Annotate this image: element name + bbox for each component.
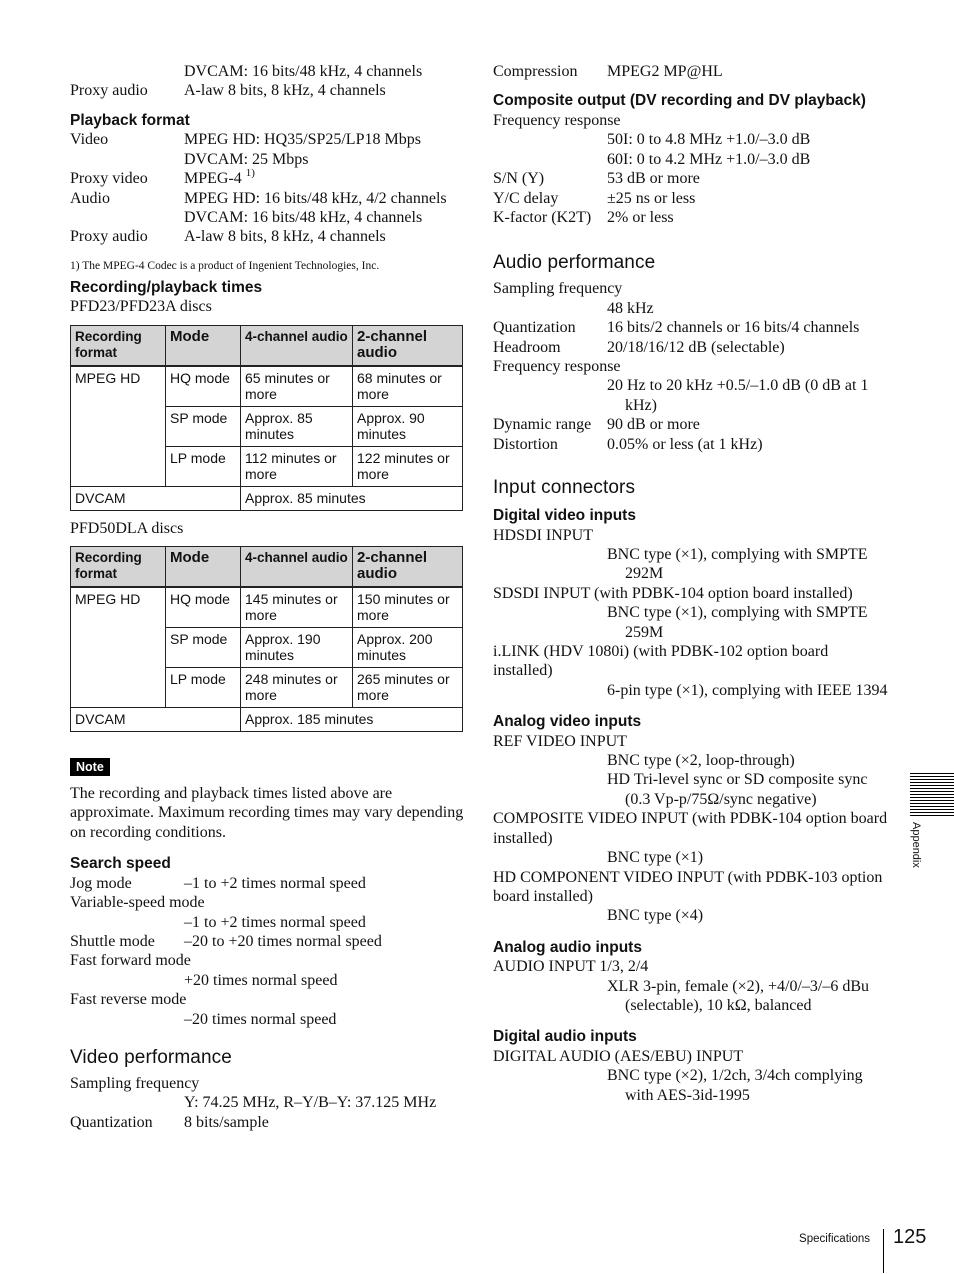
section-heading-playback-format: Playback format (70, 111, 190, 129)
table-cell: DVCAM (71, 708, 241, 732)
spec-row (70, 130, 464, 149)
spec-key: Sampling frequency (493, 280, 623, 298)
connector-spec-text: BNC type (×1), complying with SMPTE 259M (607, 604, 868, 641)
spec-key: Y/C delay (493, 189, 559, 207)
table-cell: HQ mode (166, 366, 241, 407)
spec-value: 0.05% or less (at 1 kHz) (607, 435, 763, 453)
subsection-heading-analog-video-inputs: Analog video inputs (493, 713, 642, 731)
spec-value: –1 to +2 times normal speed (184, 874, 366, 892)
table-cell: Approx. 85 minutes (241, 486, 463, 510)
table-row (71, 708, 463, 732)
spec-key: Frequency response (493, 357, 621, 375)
table-cell: 112 minutes or more (241, 446, 353, 486)
proxy-video-value: MPEG-4 (184, 170, 242, 188)
spec-key: Quantization (493, 319, 576, 337)
table-header: Mode (166, 325, 241, 366)
section-heading-search-speed: Search speed (70, 855, 171, 873)
recording-times-table-pfd50 (70, 546, 463, 732)
right-column (493, 62, 888, 1105)
spec-value: 8 bits/sample (184, 1113, 269, 1131)
table-caption: PFD23/PFD23A discs (70, 298, 212, 316)
spec-key: Variable-speed mode (70, 894, 205, 912)
spec-value: –1 to +2 times normal speed (184, 913, 366, 931)
spec-key: Fast forward mode (70, 952, 191, 970)
spec-key: Compression (493, 63, 578, 80)
spec-row (493, 318, 888, 337)
table-header: 4-channel audio (241, 547, 353, 588)
spec-key: Shuttle mode (70, 933, 155, 950)
table-cell: Approx. 85 minutes (241, 406, 353, 446)
table-cell: 265 minutes or more (353, 668, 463, 708)
spec-value (184, 166, 464, 188)
table-cell: HQ mode (166, 587, 241, 628)
spec-row (70, 227, 464, 246)
spec-row (70, 208, 464, 227)
left-column (70, 62, 464, 1132)
table-header: 2-channel audio (353, 325, 463, 366)
spec-value: DVCAM: 25 Mbps (184, 150, 309, 168)
connector-spec-text: 6-pin type (×1), complying with IEEE 1394 (607, 681, 888, 699)
side-section-label-text: Appendix (910, 822, 922, 868)
footer-divider (883, 1229, 884, 1273)
spec-row (493, 62, 888, 81)
connector-name: HD COMPONENT VIDEO INPUT (with PDBK-103 option board installed) (493, 868, 883, 905)
table-cell: SP mode (166, 628, 241, 668)
spec-value: MPEG2 MP@HL (607, 63, 723, 80)
spec-value (493, 376, 888, 415)
spec-row (70, 81, 464, 100)
connector-spec: BNC type (×1) (607, 849, 704, 867)
section-thumb-tab (910, 773, 954, 817)
spec-key: Proxy audio (70, 228, 148, 246)
spec-key: Audio (70, 189, 110, 207)
note-badge: Note (70, 758, 110, 776)
table-row (71, 486, 463, 510)
spec-value: DVCAM: 16 bits/48 kHz, 4 channels (184, 208, 423, 226)
table-header: Mode (166, 547, 241, 588)
spec-value: A-law 8 bits, 8 kHz, 4 channels (184, 228, 386, 246)
spec-row (70, 189, 464, 208)
connector-spec (493, 603, 888, 642)
connector-name: REF VIDEO INPUT (493, 732, 627, 750)
page-number: 125 (893, 1226, 927, 1248)
spec-value: 53 dB or more (607, 170, 700, 188)
connector-name: i.LINK (HDV 1080i) (with PDBK-102 option board installed) (493, 642, 829, 680)
spec-value: +20 times normal speed (184, 971, 338, 989)
connector-spec-text: HD Tri-level sync or SD composite sync (0.3 Vp-p/75Ω/sync negative) (607, 771, 868, 808)
spec-value: Y: 74.25 MHz, R–Y/B–Y: 37.125 MHz (184, 1094, 437, 1112)
table-header: Recording format (71, 547, 166, 588)
spec-key: Distortion (493, 435, 558, 453)
spec-row (493, 189, 888, 208)
connector-spec: BNC type (×2, loop-through) (607, 752, 795, 770)
spec-key: Dynamic range (493, 416, 592, 434)
spec-row (70, 932, 464, 951)
table-cell: 68 minutes or more (353, 366, 463, 407)
spec-key: S/N (Y) (493, 170, 545, 188)
table-cell: Approx. 90 minutes (353, 406, 463, 446)
spec-value-text: 20 Hz to 20 kHz +0.5/–1.0 dB (0 dB at 1 kHz) (607, 377, 869, 414)
table-cell: LP mode (166, 668, 241, 708)
table-cell: LP mode (166, 446, 241, 486)
connector-spec: BNC type (×4) (607, 907, 704, 925)
spec-key: K-factor (K2T) (493, 208, 592, 226)
table-cell: DVCAM (71, 486, 241, 510)
spec-value: 48 kHz (607, 299, 654, 317)
spec-value: 20/18/16/12 dB (selectable) (607, 338, 785, 356)
table-cell: 248 minutes or more (241, 668, 353, 708)
spec-value: –20 to +20 times normal speed (184, 933, 382, 950)
spec-row (70, 150, 464, 169)
table-row (71, 587, 463, 628)
spec-row (70, 1113, 464, 1132)
spec-row (493, 169, 888, 188)
spec-value: 16 bits/2 channels or 16 bits/4 channels (607, 319, 860, 337)
section-heading-composite-output: Composite output (DV recording and DV playback) (493, 92, 866, 110)
table-row (71, 366, 463, 407)
section-heading-video-performance: Video performance (70, 1047, 232, 1069)
spec-row (493, 208, 888, 227)
spec-value: MPEG HD: HQ35/SP25/LP18 Mbps (184, 131, 421, 149)
footnote: 1) The MPEG-4 Codec is a product of Ingenient Technologies, Inc. (70, 259, 380, 272)
footnote-marker: 1) (245, 166, 255, 179)
table-cell: MPEG HD (71, 587, 166, 708)
spec-value: 60I: 0 to 4.2 MHz +1.0/–3.0 dB (607, 150, 811, 168)
connector-name: COMPOSITE VIDEO INPUT (with PDBK-104 option board installed) (493, 810, 888, 847)
spec-key (70, 150, 184, 169)
note-text: The recording and playback times listed above are approximate. Maximum recording times may vary depending on recording conditions. (70, 785, 464, 841)
connector-name: AUDIO INPUT 1/3, 2/4 (493, 958, 649, 976)
table-header-row (71, 547, 463, 588)
spec-row (70, 874, 464, 893)
connector-spec (493, 1066, 888, 1105)
recording-times-table-pfd23 (70, 325, 463, 511)
connector-spec-text: BNC type (×2), 1/2ch, 3/4ch complying with AES-3id-1995 (607, 1067, 863, 1104)
side-section-label (907, 822, 931, 882)
spec-key: Frequency response (493, 111, 621, 129)
spec-value: MPEG HD: 16 bits/48 kHz, 4/2 channels (184, 189, 447, 207)
spec-key: Headroom (493, 338, 561, 356)
spec-value: A-law 8 bits, 8 kHz, 4 channels (184, 82, 386, 100)
connector-name: HDSDI INPUT (493, 526, 593, 544)
section-heading-recording-times: Recording/playback times (70, 278, 263, 296)
spec-row (493, 338, 888, 357)
spec-value: 90 dB or more (607, 416, 700, 434)
spec-key: Proxy audio (70, 82, 148, 100)
table-header: Recording format (71, 325, 166, 366)
table-cell: 122 minutes or more (353, 446, 463, 486)
footer-section-label: Specifications (799, 1233, 870, 1245)
connector-spec (493, 545, 888, 584)
table-header: 2-channel audio (353, 547, 463, 588)
connector-spec (493, 681, 888, 700)
subsection-heading-analog-audio-inputs: Analog audio inputs (493, 938, 642, 956)
spec-row (70, 62, 464, 81)
table-cell: 65 minutes or more (241, 366, 353, 407)
spec-key (70, 208, 184, 227)
spec-value: ±25 ns or less (607, 189, 696, 207)
table-cell: Approx. 190 minutes (241, 628, 353, 668)
connector-name: SDSDI INPUT (with PDBK-104 option board installed) (493, 584, 853, 602)
spec-key: Sampling frequency (70, 1075, 200, 1093)
connector-spec-text: BNC type (×1), complying with SMPTE 292M (607, 545, 868, 583)
spec-key: Proxy video (70, 170, 148, 188)
table-cell: Approx. 185 minutes (241, 708, 463, 732)
table-cell: 150 minutes or more (353, 587, 463, 628)
spec-key: Jog mode (70, 874, 132, 892)
spec-key: Quantization (70, 1113, 153, 1131)
section-heading-input-connectors: Input connectors (493, 477, 636, 498)
table-cell: 145 minutes or more (241, 587, 353, 628)
section-heading-audio-performance: Audio performance (493, 252, 656, 274)
table-cell: SP mode (166, 406, 241, 446)
connector-spec (493, 977, 888, 1016)
spec-key: Video (70, 131, 109, 149)
connector-spec (493, 770, 888, 809)
table-caption: PFD50DLA discs (70, 519, 184, 537)
connector-spec-text: XLR 3-pin, female (×2), +4/0/–3/–6 dBu (selectable), 10 kΩ, balanced (607, 977, 870, 1015)
spec-row (493, 415, 888, 434)
spec-key (70, 62, 184, 81)
subsection-heading-digital-audio-inputs: Digital audio inputs (493, 1028, 637, 1046)
spec-value: DVCAM: 16 bits/48 kHz, 4 channels (184, 63, 423, 80)
table-header-row (71, 325, 463, 366)
spec-value: –20 times normal speed (184, 1010, 337, 1028)
spec-row (493, 435, 888, 454)
table-cell: Approx. 200 minutes (353, 628, 463, 668)
spec-row (70, 166, 464, 188)
subsection-heading-digital-video-inputs: Digital video inputs (493, 507, 636, 524)
spec-key: Fast reverse mode (70, 991, 187, 1009)
table-cell: MPEG HD (71, 366, 166, 487)
table-header: 4-channel audio (241, 325, 353, 366)
spec-value: 2% or less (607, 208, 674, 226)
connector-name: DIGITAL AUDIO (AES/EBU) INPUT (493, 1047, 744, 1065)
spec-value: 50I: 0 to 4.8 MHz +1.0/–3.0 dB (607, 131, 811, 149)
